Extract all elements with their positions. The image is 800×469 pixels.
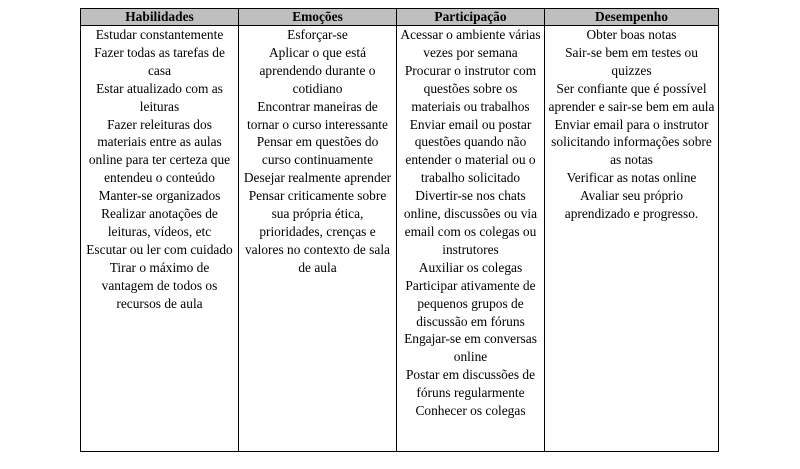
list-item: Ser confiante que é possível aprender e sair-se bem em aula	[548, 80, 715, 114]
list-item: Obter boas notas	[586, 27, 677, 42]
list-item: Estar atualizado com as leituras	[96, 80, 223, 114]
header-habilidades: Habilidades	[81, 9, 239, 26]
list-item: Realizar anotações de leituras, vídeos, etc	[101, 206, 218, 239]
header-row	[81, 9, 719, 26]
list-item: Verificar as notas online	[566, 170, 697, 186]
list-item: Enviar email ou postar questões quando não entender o material ou o trabalho solicitado	[405, 116, 536, 186]
column-emocoes	[239, 26, 397, 452]
header-desempenho: Desempenho	[545, 9, 719, 26]
column-participacao	[397, 26, 545, 452]
list-item: Escutar ou ler com cuidado	[86, 241, 233, 257]
list-item: Tirar o máximo de vantagem de todos os recursos de aula	[101, 259, 218, 311]
list-item: Enviar email para o instrutor solicitando informações sobre as notas	[551, 116, 712, 168]
column-habilidades	[81, 26, 239, 452]
list-item: Postar em discussões de fóruns regularmente	[405, 367, 536, 401]
list-item: Desejar realmente aprender	[243, 170, 392, 186]
list-item: Procurar o instrutor com questões sobre os materiais ou trabalhos	[404, 62, 537, 114]
list-item: Manter-se organizados	[98, 188, 221, 204]
list-item: Pensar em questões do curso continuamente	[256, 134, 379, 168]
header-participacao: Participação	[397, 9, 545, 26]
list-item: Aplicar o que está aprendendo durante o cotidiano	[259, 44, 376, 96]
list-item: Esforçar-se	[287, 27, 348, 42]
list-item: Avaliar seu próprio aprendizado e progresso.	[564, 188, 699, 222]
list-item: Encontrar maneiras de tornar o curso interessante	[247, 98, 388, 132]
list-item: Auxiliar os colegas	[418, 259, 523, 275]
list-item: Participar ativamente de pequenos grupos de discussão em fóruns	[405, 277, 536, 329]
column-desempenho	[545, 26, 719, 452]
list-item: Conhecer os colegas	[415, 403, 526, 419]
list-item: Estudar constantemente	[95, 27, 224, 42]
list-item: Fazer releituras dos materiais entre as aulas online para ter certeza que entendeu o conteúdo	[88, 116, 231, 186]
header-emocoes: Emoções	[239, 9, 397, 26]
list-item: Fazer todas as tarefas de casa	[94, 44, 225, 78]
list-item: Acessar o ambiente várias vezes por semana	[400, 27, 541, 60]
body-row	[81, 26, 719, 452]
list-item: Engajar-se em conversas online	[404, 331, 537, 365]
list-item: Pensar criticamente sobre sua própria ética, prioridades, crenças e valores no contexto de sala de aula	[244, 188, 390, 275]
engagement-table	[80, 8, 719, 452]
list-item: Sair-se bem em testes ou quizzes	[565, 44, 698, 78]
list-item: Divertir-se nos chats online, discussões ou via email com os colegas ou instrutores	[403, 188, 538, 257]
